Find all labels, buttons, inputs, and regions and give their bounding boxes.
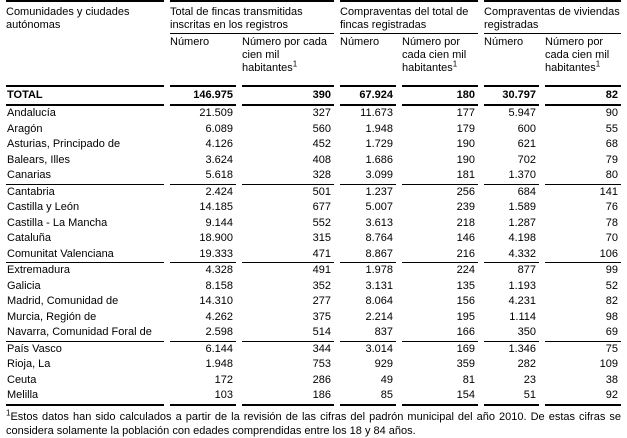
cell-value: 85: [340, 388, 396, 406]
cell-value: 169: [456, 342, 476, 355]
cell-value: 4.328: [205, 264, 233, 276]
cell-value: 621: [517, 138, 537, 150]
group-header-row: [6, 0, 621, 34]
cell-value: 166: [402, 325, 478, 342]
cell-value: 4.231: [508, 295, 537, 307]
cell-value: 2.598: [170, 325, 236, 342]
table-row: [6, 168, 621, 185]
subheader-numero-2: Número: [340, 34, 396, 87]
cell-value: 181: [402, 168, 478, 185]
cell-value: 80: [545, 168, 621, 185]
cell-value: 224: [456, 264, 476, 276]
region-name: Comunitat Valenciana: [6, 247, 164, 264]
cell-value: 135: [456, 279, 476, 292]
region-name: Navarra, Comunidad Foral de: [6, 325, 164, 342]
cell-value: 68: [605, 138, 619, 150]
cell-value: 81: [462, 373, 476, 386]
cell-value: 1.948: [205, 358, 233, 370]
cell-value: 98: [605, 310, 619, 323]
region-name: Melilla: [6, 388, 164, 406]
cell-value: 14.310: [199, 295, 233, 307]
cell-value: 8.764: [365, 232, 393, 244]
table-row: [6, 294, 621, 310]
subheader-per-capita-text: Número por cada cien mil habitantes: [242, 36, 327, 74]
table-row: [6, 388, 621, 406]
cell-value: 6.089: [205, 122, 233, 135]
cell-value: 8.064: [365, 295, 393, 307]
subheader-numero-1: Número: [170, 34, 236, 87]
cell-value: 82: [605, 295, 619, 307]
cell-value: 79: [605, 153, 619, 166]
group-header-compraventas-fincas: Compraventas del total de fincas registradas: [340, 0, 478, 34]
cell-value: 38: [605, 373, 619, 386]
cell-value: 18.900: [199, 232, 233, 244]
total-label: TOTAL: [6, 87, 164, 106]
cell-value: 76: [605, 201, 619, 213]
cell-value: 78: [605, 216, 619, 229]
cell-value: 90: [605, 107, 619, 119]
cell-value: 315: [312, 232, 331, 244]
cell-value: 70: [605, 232, 619, 244]
cell-value: 359: [456, 358, 476, 370]
cell-value: 1.978: [365, 264, 393, 276]
cell-value: 8.867: [340, 247, 396, 264]
cell-value: 99: [605, 264, 619, 276]
cell-value: 2.214: [365, 310, 393, 323]
cell-value: 600: [517, 122, 537, 135]
table-row: [6, 185, 621, 201]
subheader-per-capita-2: [402, 34, 478, 87]
cell-value: 5.618: [170, 168, 236, 185]
cell-value: 52: [605, 279, 619, 292]
cell-value: 67.924: [340, 87, 396, 106]
subheader-per-capita-text: Número por cada cien mil habitantes: [545, 36, 610, 74]
cell-value: 352: [312, 279, 331, 292]
cell-value: 3.131: [365, 279, 393, 292]
cell-value: 2.424: [205, 185, 233, 198]
table-row: [6, 216, 621, 232]
cell-value: 21.509: [199, 107, 233, 119]
table-row: [6, 247, 621, 264]
subheader-per-capita-text: Número por cada cien mil habitantes: [402, 36, 467, 74]
cell-value: 216: [402, 247, 478, 264]
cell-value: 146.975: [170, 87, 236, 106]
region-name: Extremadura: [7, 264, 70, 276]
cell-value: 49: [380, 373, 393, 386]
table-row: [6, 153, 621, 169]
group-header-compraventas-viviendas: Compraventas de viviendas registradas: [484, 0, 621, 34]
cell-value: 375: [312, 310, 331, 323]
subheader-per-capita-1: [242, 34, 334, 87]
region-name: Balears, Illes: [7, 153, 70, 166]
cell-value: 154: [402, 388, 478, 406]
cell-value: 3.014: [365, 342, 393, 355]
cell-value: 218: [456, 216, 476, 229]
cell-value: 929: [374, 358, 393, 370]
region-name: Murcia, Región de: [7, 310, 97, 323]
footnote-marker: 1: [452, 59, 458, 69]
footnote-marker: 1: [6, 407, 11, 417]
cell-value: 146: [456, 232, 476, 244]
cell-value: 1.589: [508, 201, 537, 213]
cell-value: 92: [545, 388, 621, 406]
cell-value: 684: [517, 185, 537, 198]
region-name: Galicia: [7, 279, 41, 292]
cell-value: 514: [242, 325, 334, 342]
region-name: Andalucía: [7, 107, 56, 119]
cell-value: 11.673: [360, 107, 393, 119]
cell-value: 4.262: [205, 310, 233, 323]
cell-value: 327: [312, 107, 331, 119]
cell-value: 51: [484, 388, 539, 406]
cell-value: 1.237: [365, 185, 393, 198]
cell-value: 3.624: [205, 153, 233, 166]
cell-value: 837: [340, 325, 396, 342]
group-header-total-fincas: Total de fincas transmitidas inscritas en los registros: [170, 0, 334, 34]
cell-value: 23: [523, 373, 537, 386]
cell-value: 277: [312, 295, 331, 307]
cell-value: 702: [517, 153, 537, 166]
cell-value: 19.333: [170, 247, 236, 264]
cell-value: 109: [599, 358, 619, 370]
cell-value: 328: [242, 168, 334, 185]
cell-value: 55: [605, 122, 619, 135]
cell-value: 501: [312, 185, 331, 198]
cell-value: 1.193: [508, 279, 537, 292]
table-row: [6, 106, 621, 122]
cell-value: 5.947: [508, 107, 537, 119]
cell-value: 1.114: [509, 310, 537, 323]
table-row: [6, 279, 621, 295]
footnote-marker: 1: [595, 59, 601, 69]
cell-value: 452: [312, 138, 331, 150]
cell-value: 75: [605, 342, 619, 355]
region-name: Rioja, La: [7, 358, 51, 370]
region-name: Cataluña: [7, 232, 52, 244]
cell-value: 677: [312, 201, 331, 213]
cell-value: 552: [312, 216, 331, 229]
region-name: Canarias: [6, 168, 164, 185]
table-row: [6, 310, 621, 326]
cell-value: 1.287: [508, 216, 537, 229]
cell-value: 256: [456, 185, 476, 198]
region-name: Asturias, Principado de: [7, 138, 121, 150]
region-name: Castilla - La Mancha: [7, 216, 108, 229]
cell-value: 4.332: [484, 247, 539, 264]
cell-value: 6.144: [205, 342, 233, 355]
cell-value: 141: [599, 185, 619, 198]
cell-value: 3.099: [340, 168, 396, 185]
cell-value: 103: [170, 388, 236, 406]
region-name: Ceuta: [7, 373, 37, 386]
cell-value: 1.729: [365, 138, 393, 150]
cell-value: 1.948: [365, 122, 393, 135]
region-name: Aragón: [7, 122, 43, 135]
cell-value: 560: [312, 122, 331, 135]
cell-value: 286: [312, 373, 331, 386]
cell-value: 195: [456, 310, 476, 323]
region-name: Cantabria: [7, 185, 55, 198]
cell-value: 344: [312, 342, 331, 355]
cell-value: 179: [456, 122, 476, 135]
table-row: [6, 357, 621, 373]
cell-value: 350: [484, 325, 539, 342]
table-row: [6, 325, 621, 342]
cell-value: 4.198: [508, 232, 537, 244]
cell-value: 239: [456, 201, 476, 213]
cell-value: 82: [545, 87, 621, 106]
table-row: [6, 200, 621, 216]
footnote-marker: 1: [292, 59, 298, 69]
cell-value: 4.126: [205, 138, 233, 150]
subheader-numero-3: Número: [484, 34, 539, 87]
table-row: [6, 122, 621, 138]
cell-value: 9.144: [205, 216, 233, 229]
cell-value: 30.797: [484, 87, 539, 106]
cell-value: 1.370: [484, 168, 539, 185]
cell-value: 8.158: [205, 279, 233, 292]
table-row: [6, 231, 621, 247]
cell-value: 106: [545, 247, 621, 264]
cell-value: 282: [517, 358, 537, 370]
footnote-text: Estos datos han sido calculados a partir de la revisión de las cifras del padrón municipal del año 2010. De estas cifras se considera solamente la población con edades comprendidas entre los 18 y 84 años.: [6, 410, 621, 437]
cell-value: 753: [312, 358, 331, 370]
cell-value: 14.185: [199, 201, 233, 213]
cell-value: 172: [214, 373, 233, 386]
cell-value: 186: [242, 388, 334, 406]
column-header-regions: Comunidades y ciudades autónomas: [6, 0, 164, 87]
cell-value: 5.007: [365, 201, 393, 213]
footnote: [0, 406, 627, 438]
subheader-per-capita-3: [545, 34, 621, 87]
cell-value: 190: [456, 138, 476, 150]
cell-value: 3.613: [365, 216, 393, 229]
table-row: [6, 373, 621, 389]
cell-value: 1.686: [365, 153, 393, 166]
cell-value: 180: [402, 87, 478, 106]
cell-value: 69: [545, 325, 621, 342]
region-name: Castilla y León: [7, 201, 80, 213]
table-row: [6, 263, 621, 279]
cell-value: 1.346: [508, 342, 537, 355]
cell-value: 156: [456, 295, 476, 307]
cell-value: 177: [456, 107, 476, 119]
cell-value: 471: [242, 247, 334, 264]
cell-value: 408: [312, 153, 331, 166]
table-row: [6, 137, 621, 153]
cell-value: 190: [456, 153, 476, 166]
cell-value: 390: [242, 87, 334, 106]
total-row: [6, 87, 621, 106]
table-row: [6, 342, 621, 358]
region-name: Madrid, Comunidad de: [7, 295, 119, 307]
cell-value: 877: [517, 264, 537, 276]
cell-value: 491: [312, 264, 331, 276]
region-name: País Vasco: [7, 342, 62, 355]
